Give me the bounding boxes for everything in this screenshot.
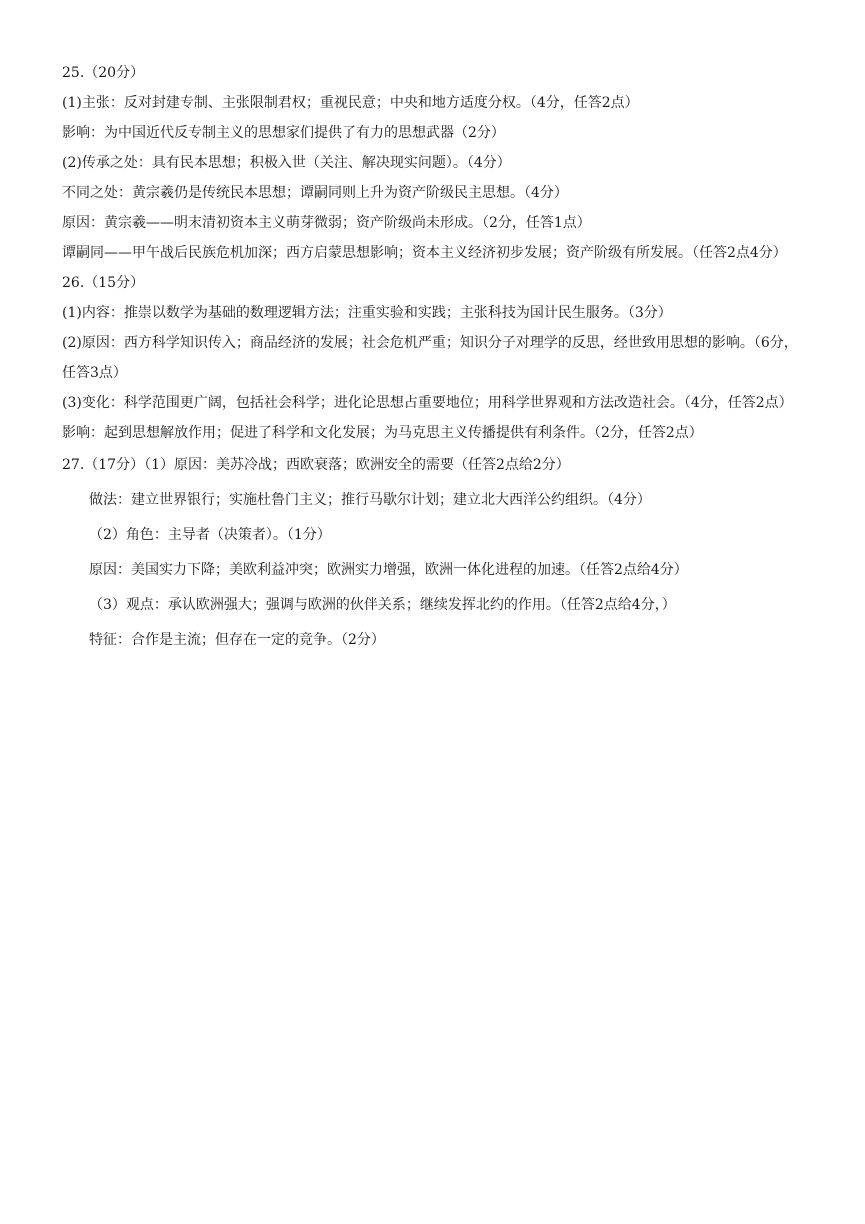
q25-line-3: (2)传承之处：具有民本思想；积极入世（关注、解决现实问题）。（4分） [62, 155, 511, 171]
answer-document [62, 58, 807, 658]
question-27 [62, 448, 807, 658]
q27-line-5: 特征：合作是主流；但存在一定的竞争。（2分） [89, 632, 385, 648]
q27-line-2: （2）角色：主导者（决策者）。（1分） [89, 527, 331, 543]
question-27-header: 27.（17分）（1）原因：美苏冷战；西欧衰落；欧洲安全的需要（任答2点给2分） [62, 457, 570, 473]
q27-line-1: 做法：建立世界银行；实施杜鲁门主义；推行马歇尔计划；建立北大西洋公约组织。（4分） [89, 492, 651, 508]
q25-line-6: 谭嗣同——甲午战后民族危机加深；西方启蒙思想影响；资本主义经济初步发展；资产阶级有所发展。（任答2点4分） [62, 245, 787, 261]
q25-line-1: (1)主张：反对封建专制、主张限制君权；重视民意；中央和地方适度分权。（4分，任答2点） [62, 95, 639, 111]
q25-line-2: 影响：为中国近代反专制主义的思想家们提供了有力的思想武器（2分） [62, 125, 505, 141]
q27-line-4: （3）观点：承认欧洲强大；强调与欧洲的伙伴关系；继续发挥北约的作用。（任答2点给4分，） [89, 597, 676, 613]
q25-line-5: 原因：黄宗羲——明末清初资本主义萌芽微弱；资产阶级尚未形成。（2分，任答1点） [62, 215, 591, 231]
question-26-header: 26.（15分） [62, 275, 145, 291]
q25-line-4: 不同之处：黄宗羲仍是传统民本思想；谭嗣同则上升为资产阶级民主思想。（4分） [62, 185, 568, 201]
q26-line-2: (2)原因：西方科学知识传入；商品经济的发展；社会危机严重；知识分子对理学的反思，经世致用思想的影响。（6分，任答3点） [62, 335, 798, 381]
question-25 [62, 58, 807, 268]
q26-line-1: (1)内容：推崇以数学为基础的数理逻辑方法；注重实验和实践；主张科技为国计民生服务。（3分） [62, 305, 672, 321]
q26-line-4: 影响：起到思想解放作用；促进了科学和文化发展；为马克思主义传播提供有利条件。（2分，任答2点） [62, 425, 703, 441]
q27-line-3: 原因：美国实力下降；美欧利益冲突；欧洲实力增强，欧洲一体化进程的加速。（任答2点给4分） [89, 562, 688, 578]
question-26 [62, 268, 807, 448]
q26-line-3: (3)变化：科学范围更广阔，包括社会科学；进化论思想占重要地位；用科学世界观和方法改造社会。（4分，任答2点） [62, 395, 793, 411]
question-25-header: 25.（20分） [62, 65, 145, 81]
